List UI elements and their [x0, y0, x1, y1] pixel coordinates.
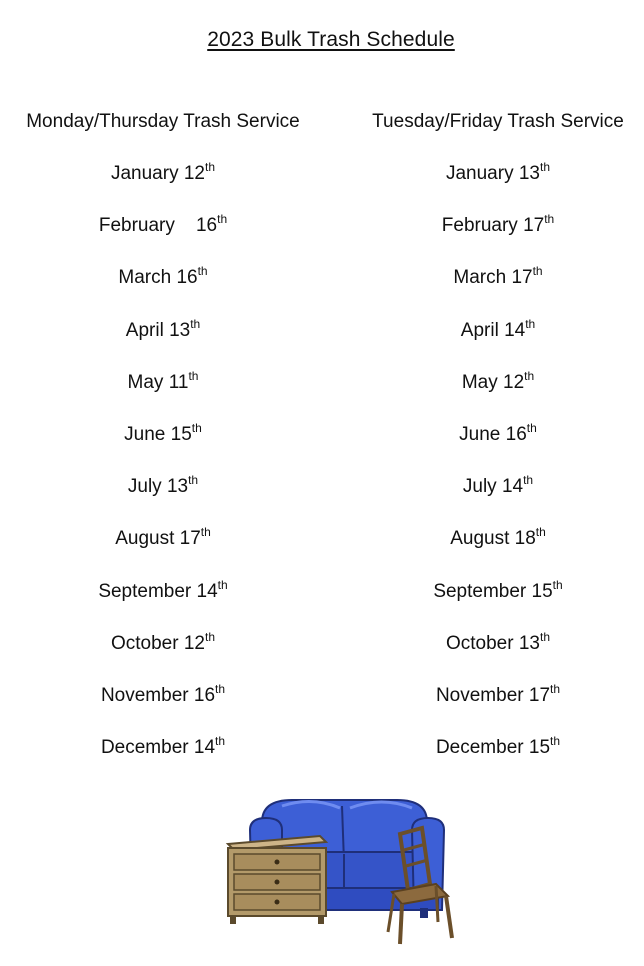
date-suffix: th — [552, 577, 563, 592]
date-text: April 14 — [460, 319, 526, 341]
date-text: August 17 — [115, 528, 201, 550]
date-suffix: th — [550, 681, 561, 696]
monday-thursday-header: Monday/Thursday Trash Service — [26, 111, 300, 132]
date-text: June 15 — [124, 423, 192, 445]
date-item — [355, 370, 641, 422]
date-text: June 16 — [459, 423, 527, 445]
date-text: February 16 — [98, 215, 218, 237]
date-text: November 16 — [100, 684, 216, 706]
date-item — [355, 265, 641, 317]
date-text: October 13 — [445, 632, 540, 654]
date-item — [13, 526, 313, 578]
date-item — [355, 213, 641, 265]
tuesday-friday-date-list — [355, 161, 641, 787]
date-item — [355, 683, 641, 735]
date-item — [355, 526, 641, 578]
date-item — [13, 422, 313, 474]
date-suffix: th — [204, 629, 215, 644]
date-item — [355, 631, 641, 683]
date-item — [13, 265, 313, 317]
date-suffix: th — [544, 212, 555, 227]
date-text: September 15 — [433, 580, 553, 602]
date-item — [355, 474, 641, 526]
date-text: July 14 — [462, 476, 524, 498]
date-suffix: th — [523, 473, 534, 488]
date-item — [355, 318, 641, 370]
date-suffix: th — [535, 525, 546, 540]
monday-thursday-date-list — [13, 161, 313, 787]
date-text: July 13 — [127, 476, 189, 498]
date-text: February 17 — [441, 215, 545, 237]
date-suffix: th — [190, 316, 201, 331]
date-item — [355, 422, 641, 474]
date-suffix: th — [526, 420, 537, 435]
page-title: 2023 Bulk Trash Schedule — [207, 28, 455, 51]
date-suffix: th — [217, 577, 228, 592]
date-item — [13, 318, 313, 370]
date-item — [355, 579, 641, 631]
date-text: November 17 — [435, 684, 551, 706]
tuesday-friday-header: Tuesday/Friday Trash Service — [372, 111, 624, 132]
date-suffix: th — [200, 525, 211, 540]
date-text: December 14 — [100, 737, 216, 759]
date-text: December 15 — [435, 737, 551, 759]
date-suffix: th — [540, 160, 551, 174]
date-suffix: th — [525, 316, 536, 331]
date-text: March 17 — [453, 267, 533, 289]
date-text: January 12 — [110, 163, 205, 184]
date-suffix: th — [215, 681, 226, 696]
date-text: January 13 — [445, 163, 540, 184]
date-text: May 11 — [127, 371, 189, 393]
date-item — [13, 474, 313, 526]
date-item — [13, 579, 313, 631]
date-suffix: th — [188, 368, 199, 383]
date-suffix: th — [197, 264, 208, 279]
date-item — [13, 370, 313, 422]
date-suffix: th — [524, 368, 535, 383]
date-text: April 13 — [125, 319, 191, 341]
date-text: September 14 — [98, 580, 218, 602]
date-text: March 16 — [118, 267, 198, 289]
date-suffix: th — [217, 212, 228, 227]
date-suffix: th — [539, 629, 550, 644]
dresser-icon — [228, 836, 326, 924]
date-text: May 12 — [461, 371, 525, 393]
date-item — [13, 631, 313, 683]
date-item — [355, 735, 641, 787]
date-item — [13, 161, 313, 213]
date-suffix: th — [205, 160, 216, 174]
date-item — [355, 161, 641, 213]
date-text: August 18 — [450, 528, 536, 550]
date-suffix: th — [532, 264, 543, 279]
monday-thursday-column — [13, 109, 313, 787]
date-suffix: th — [550, 734, 561, 749]
date-item — [13, 213, 313, 265]
date-suffix: th — [188, 473, 199, 488]
date-suffix: th — [191, 420, 202, 435]
tuesday-friday-column — [355, 109, 641, 787]
date-suffix: th — [215, 734, 226, 749]
date-item — [13, 683, 313, 735]
date-item — [13, 735, 313, 787]
furniture-clipart-icon — [222, 792, 462, 952]
date-text: October 12 — [110, 632, 205, 654]
